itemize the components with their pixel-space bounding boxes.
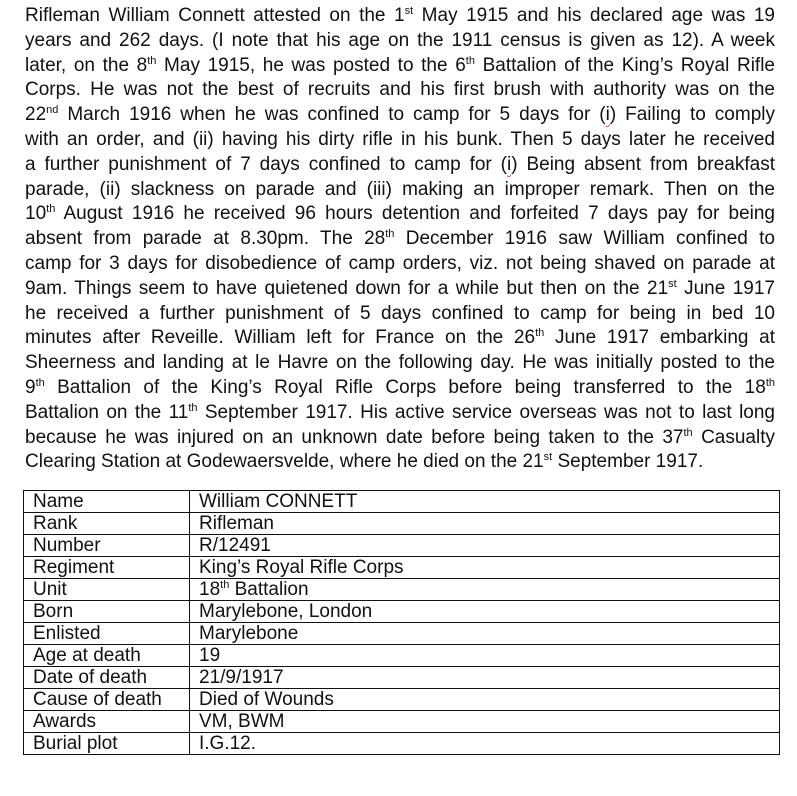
spellcheck-underline: i	[605, 104, 610, 126]
table-row	[24, 513, 780, 535]
row-value: 18th Battalion	[190, 579, 780, 601]
row-value: 19	[190, 645, 780, 667]
row-value: R/12491	[190, 535, 780, 557]
paragraph-line: later, on the 8th May 1915, he was posted to the 6th Battalion of the King’s Royal Rifle	[25, 54, 775, 76]
paragraph-line: a further punishment of 7 days confined to camp for (i) Being absent from breakfast	[25, 153, 775, 175]
table-row	[24, 623, 780, 645]
table-row	[24, 535, 780, 557]
paragraph-line: he received a further punishment of 5 days confined to camp for being in bed 10	[25, 302, 775, 324]
paragraph-line: years and 262 days. (I note that his age on the 1911 census is given as 12). A week	[25, 29, 775, 51]
paragraph-line: camp for 3 days for disobedience of camp orders, viz. not being shaved on parade at	[25, 252, 775, 274]
row-label: Date of death	[24, 667, 190, 689]
table-row	[24, 557, 780, 579]
paragraph-line: Clearing Station at Godewaersvelde, where he died on the 21st September 1917.	[25, 451, 704, 473]
paragraph-line: Rifleman William Connett attested on the 1st May 1915 and his declared age was 19	[25, 5, 775, 26]
table-row	[24, 667, 780, 689]
row-value: VM, BWM	[190, 711, 780, 733]
paragraph-line: 10th August 1916 he received 96 hours detention and forfeited 7 days pay for being	[25, 203, 775, 225]
row-value: 21/9/1917	[190, 667, 780, 689]
row-value: Died of Wounds	[190, 689, 780, 711]
row-label: Cause of death	[24, 689, 190, 711]
row-label: Enlisted	[24, 623, 190, 645]
row-label: Age at death	[24, 645, 190, 667]
table-row	[24, 579, 780, 601]
spellcheck-underline: i	[507, 153, 512, 175]
row-label: Rank	[24, 513, 190, 535]
paragraph-line: parade, (ii) slackness on parade and (iii) making an improper remark. Then on the	[25, 178, 775, 200]
table-row	[24, 711, 780, 733]
table-row	[24, 689, 780, 711]
row-label: Regiment	[24, 557, 190, 579]
paragraph-line: 9th Battalion of the King’s Royal Rifle Corps before being transferred to the 18th	[25, 376, 775, 398]
row-value: Rifleman	[190, 513, 780, 535]
row-label: Awards	[24, 711, 190, 733]
row-value: I.G.12.	[190, 733, 780, 755]
paragraph-line: Battalion on the 11th September 1917. His active service overseas was not to last long	[25, 401, 775, 423]
table-row	[24, 645, 780, 667]
paragraph-line: Corps. He was not the best of recruits and his first brush with authority was on the	[25, 79, 775, 101]
row-value: Marylebone	[190, 623, 780, 645]
paragraph-line: minutes after Reveille. William left for France on the 26th June 1917 embarking at	[25, 327, 776, 349]
table-row	[24, 491, 780, 513]
row-value: Marylebone, London	[190, 601, 780, 623]
table-row	[24, 733, 780, 755]
row-value: William CONNETT	[190, 491, 780, 513]
row-label: Number	[24, 535, 190, 557]
table-row	[24, 601, 780, 623]
paragraph-line: 9am. Things seem to have quietened down for a while but then on the 21st June 1917	[25, 277, 775, 299]
row-label: Name	[24, 491, 190, 513]
row-label: Burial plot	[24, 733, 190, 755]
paragraph-line: with an order, and (ii) having his dirty rifle in his bunk. Then 5 days later he received	[25, 128, 775, 150]
paragraph-line: 22nd March 1916 when he was confined to camp for 5 days for (i) Failing to comply	[25, 104, 775, 126]
spellcheck-line: March 1916 when he was confined to camp for 5 days for (i) Failing to comply	[58, 104, 775, 126]
row-label: Unit	[24, 579, 190, 601]
row-value: King’s Royal Rifle Corps	[190, 557, 780, 579]
row-label: Born	[24, 601, 190, 623]
biography-paragraph	[25, 4, 775, 475]
paragraph-line: absent from parade at 8.30pm. The 28th December 1916 saw William confined to	[25, 228, 775, 250]
paragraph-line: because he was injured on an unknown date before being taken to the 37th Casualty	[25, 426, 775, 448]
service-record-table	[23, 490, 780, 755]
paragraph-line: Sheerness and landing at le Havre on the following day. He was initially posted to the	[25, 352, 775, 374]
